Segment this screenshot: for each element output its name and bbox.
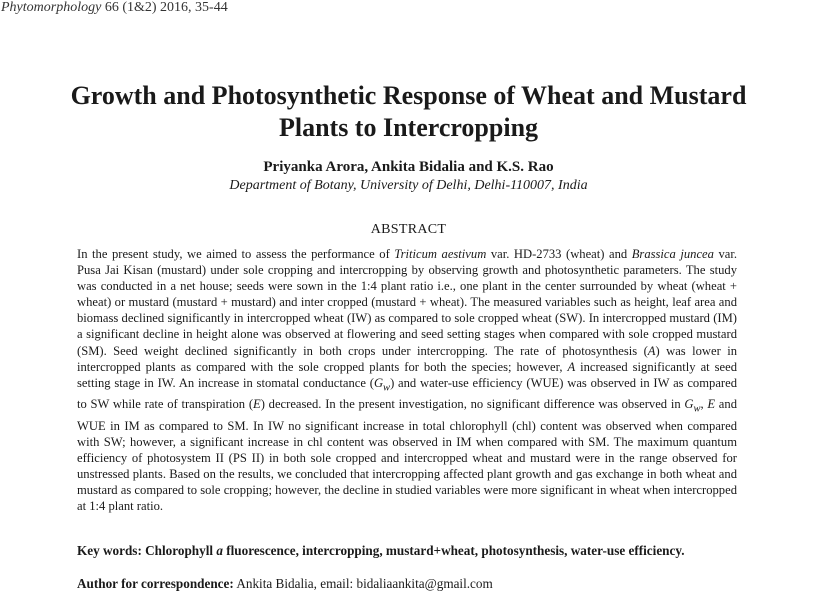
paper-title xyxy=(0,80,817,144)
symbol: G xyxy=(373,375,384,390)
correspondence-label: Author for correspondence: xyxy=(77,576,234,591)
species-name: Brassica juncea xyxy=(631,247,714,261)
abstract-text: In the present study, we aimed to assess the performance of xyxy=(77,247,395,261)
affiliation: Department of Botany, University of Delhi, Delhi-110007, India xyxy=(229,178,588,193)
abstract-body xyxy=(77,246,737,515)
abstract-text: var. Pusa Jai Kisan (mustard) under sole cropping and intercropping by observing growth and photosynthetic parameters. The study was conducted in a net house; seeds were sown in the 1:4 plant ratio i.e., one plant in the center surrounded by wheat (wheat + wheat) or mustard (mustard + mustard) and inter cropped (mustard + wheat). The measured variables such as height, leaf area and biomass declined significantly in intercropped wheat (IW) as compared to sole cropped wheat (SW). In intercropped mustard (IM) a significant decline in height alone was observed at flowering and seed setting stages when compared with sole cropped mustard (SM). Seed weight declined significantly in both crops under intercropping. The rate of photosynthesis ( xyxy=(77,247,737,358)
journal-volume-pages: 66 (1&2) 2016, 35-44 xyxy=(101,0,228,15)
species-name: Triticum aestivum xyxy=(394,247,487,261)
symbol: A xyxy=(567,359,576,374)
abstract-text: increased significantly at seed setting stage in IW. An increase in stomatal conductance ( xyxy=(77,359,737,390)
abstract-text: ) was lower in intercropped plants as compared with the sole cropped plants for both the species; however, xyxy=(77,343,737,374)
abstract-text: ) decreased. In the present investigation, no significant difference was observed in xyxy=(260,397,685,412)
title-line-1: Growth and Photosynthetic Response of Wheat and Mustard xyxy=(70,81,747,110)
correspondence xyxy=(77,576,757,592)
keywords-text: fluorescence, intercropping, mustard+wheat, photosynthesis, water-use efficiency. xyxy=(222,543,685,558)
keywords xyxy=(77,543,757,559)
abstract-text: ) and water-use efficiency (WUE) was observed in IW as compared to SW while rate of transpiration ( xyxy=(77,375,737,412)
symbol: E xyxy=(707,397,716,412)
abstract-text: and WUE in IM as compared to SM. In IW no significant increase in total chlorophyll (chl) content was observed when compared with SW; however, a significant increase in chl content was observed in IM when compared with SM. The maximum quantum efficiency of photosystem II (PS II) in both sole cropped and intercropped wheat and mustard were in the range observed for unstressed plants. Based on the results, we concluded that intercropping affected plant growth and gas exchange in both wheat and mustard as compared to sole cropping; however, the decline in studied variables were more significant in wheat when intercropped at 1:4 plant ratio. xyxy=(77,397,737,514)
journal-name: Phytomorphology xyxy=(1,0,102,15)
symbol-subscript: w xyxy=(383,382,391,394)
keywords-text: Key words: Chlorophyll xyxy=(77,543,217,558)
symbol: G xyxy=(684,397,694,412)
symbol-subscript: w xyxy=(693,403,701,415)
abstract-text: var. HD-2733 (wheat) and xyxy=(486,247,632,261)
symbol: E xyxy=(253,397,261,412)
author-list: Priyanka Arora, Ankita Bidalia and K.S. Rao xyxy=(263,159,554,175)
symbol: A xyxy=(647,343,656,358)
correspondence-text: Ankita Bidalia, email: bidaliaankita@gmail.com xyxy=(233,576,493,591)
abstract-heading: ABSTRACT xyxy=(370,222,447,237)
journal-citation xyxy=(1,0,228,16)
keywords-italic: a xyxy=(216,543,223,558)
abstract-text: , xyxy=(700,397,708,412)
title-line-2: Plants to Intercropping xyxy=(278,113,539,142)
